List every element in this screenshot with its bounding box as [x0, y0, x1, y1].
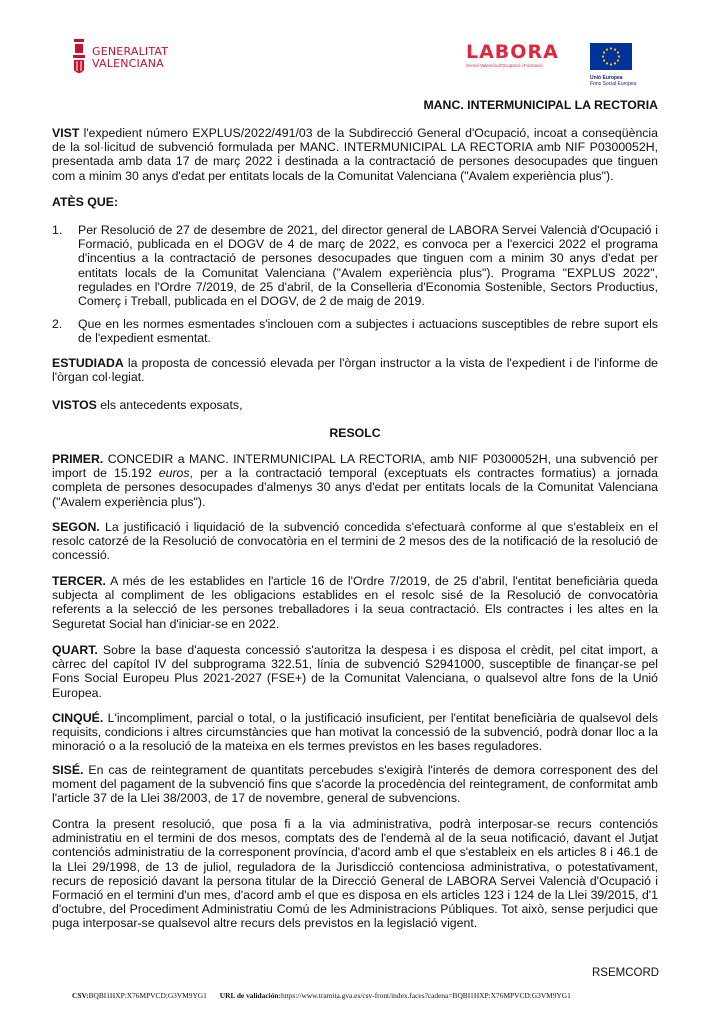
segon-text: La justificació i liquidació de la subvenció concedida s'efectuarà conforme al que s'estableix en el resolc catorzé de la Resolució de convocatòria en el termini de 2 mesos des de la notificació de la resolució de concessió.: [52, 520, 658, 563]
ates-item-text: Que en les normes esmentades s'inclouen com a subjectes i actuacions susceptibles de rebre suport els de l'expedient esmentat.: [78, 317, 658, 346]
primer-text-em: euros: [158, 466, 190, 481]
paragraph-recurs: [52, 817, 658, 931]
csv-value: BQBI1HXP:X76MPVCD:G3VM9YG1: [88, 991, 207, 1000]
url-label: URL de validación:: [219, 991, 281, 1000]
estudiada-lead: ESTUDIADA: [52, 356, 124, 370]
cinque-lead: CINQUÉ.: [52, 711, 104, 725]
vistos-text: els antecedents exposats,: [96, 398, 243, 412]
eu-caption-line1: Unió Europea: [590, 75, 623, 81]
estudiada-text: la proposta de concessió elevada per l'òrgan instructor a la vista de l'expedient i de l'informe de l'òrgan col·legiat.: [52, 356, 658, 385]
quart-lead: QUART.: [52, 643, 98, 657]
vist-text: l'expedient número EXPLUS/2022/491/03 de la Subdirecció General d'Ocupació, incoat a conseqüència de la sol·licitud de subvenció formulada per MANC. INTERMUNICIPAL LA RECTORIA amb NIF P0300052H, presentada amb data 17 de març 2022 i destinada a la contractació de persones desocupades que tinguen com a minim 30 anys d'edat per entitats locals de la Comunitat Valenciana ("Avalem experiència plus").: [52, 126, 658, 183]
vistos-lead: VISTOS: [52, 398, 97, 412]
document-code: RSEMCORD: [592, 967, 660, 979]
recurs-text: Contra la present resolució, que posa fi a la via administrativa, podrà interposar-se recurs contenciós administratiu en el termini de dos mesos, comptats des de l'endemà al de la seua notificació, davant el Jutjat contenciós administratiu de la corresponent província, d'acord amb el que s'estableix en els articles 8 i 46.1 de la Llei 29/1998, de 13 de juliol, reguladora de la Jurisdicció contenciosa administrativa, o potestativament, recurs de reposició davant la persona titular de la Direcció General de LABORA Servei Valencià d'Ocupació i Formació en el termini d'un mes, d'acord amb el que es disposa en els articles 123 i 124 de la Llei 39/2015, d'1 d'octubre, del Procediment Administratiu Comú de les Administracions Públiques. Tot això, sense perjudici que puga interposar-se qualsevol altre recurs dels previstos en la legislació vigent.: [52, 817, 658, 931]
gva-logo-line2: VALENCIANA: [92, 57, 164, 70]
ates-item-number: 2.: [52, 317, 63, 331]
paragraph-sise: [52, 763, 658, 806]
eu-logo: [590, 43, 637, 87]
primer-text-a: CONCEDIR a MANC. INTERMUNICIPAL LA RECTORIA, amb NIF P0300052H, una subvenció per import de 15.192: [52, 452, 658, 481]
paragraph-tercer: [52, 574, 658, 631]
ates-item-number: 1.: [52, 223, 63, 237]
paragraph-cinque: [52, 711, 658, 754]
ates-item-text: Per Resolució de 27 de desembre de 2021, del director general de LABORA Servei Valencià d'Ocupació i Formació, publicada en el DOGV de 4 de març de 2022, es convoca per a l'exercici 2022 el programa d'incentius a la contractació de persones desocupades que tinguen com a minim 30 anys d'edat per entitats locals de la Comunitat Valenciana ("Avalem experiència plus"). Programa "EXPLUS 2022", regulades en l'Ordre 7/2019, de 25 d'abril, de la Conselleria d'Economia Sostenible, Sectors Productius, Comerç i Treball, publicada en el DOGV, de 2 de maig de 2019.: [78, 223, 658, 309]
paragraph-estudiada: [52, 356, 658, 384]
paragraph-segon: [52, 520, 658, 563]
recipient-heading: MANC. INTERMUNICIPAL LA RECTORIA: [423, 98, 658, 112]
cinque-text: L'incompliment, parcial o total, o la justificació insuficient, per l'entitat beneficiària de qualsevol dels requisits, condicions i altres circumstàncies que han motivat la concessió de la subvenció, podrà donar lloc a la minoració o a la resolució de la mateixa en els termes previstos en les bases reguladores.: [52, 711, 658, 754]
paragraph-primer: [52, 452, 658, 509]
paragraph-quart: [52, 643, 658, 700]
csv-label: CSV:: [72, 991, 89, 1000]
tercer-text: A més de les establides en l'article 16 de l'Ordre 7/2019, de 25 d'abril, l'entitat beneficiària queda subjecta al compliment de les obligacions establides en el resolc sisé de la Resolució de convocatòria referents a la selecció de les persones treballadores i la seua contractació. Els contractes i les altes en la Seguretat Social han d'iniciar-se en 2022.: [52, 574, 658, 631]
labora-logo-subtitle: Servei Valencià d'Ocupació i Formació: [466, 63, 543, 68]
sise-text: En cas de reintegrament de quantitats percebudes s'exigirà l'interés de demora corresponent des del moment del pagament de la subvenció fins que s'acorde la procedència del reintegrament, de conformitat amb l'article 37 de la Llei 38/2003, de 17 de novembre, general de subvencions.: [52, 763, 658, 806]
validation-footer: [72, 991, 571, 1000]
labora-logo: [466, 42, 559, 68]
validation-url-link[interactable]: https://www.tramita.gva.es/csv-front/index.faces?cadena=BQBI1HXP:X76MPVCD:G3VM9YG1: [280, 991, 571, 1000]
gva-logo-line1: GENERALITAT: [92, 45, 169, 58]
quart-text: Sobre la base d'aquesta concessió s'autoritza la despesa i es disposa el crèdit, pel citat import, a càrrec del capítol IV del subprograma 322.51, línia de subvenció S2941000, susceptible de finançar-se pel Fons Social Europeu Plus 2021-2027 (FSE+) de la Comunitat Valenciana, o qualsevol altre fons de la Unió Europea.: [52, 643, 658, 700]
primer-text-b: , per a la contractació temporal (exceptuats els contractes formatius) a jornada completa de persones desocupades d'almenys 30 anys d'edat per entitats locals de la Comunitat Valenciana ("Avalem experiència plus").: [52, 466, 658, 509]
primer-lead: PRIMER.: [52, 452, 104, 466]
paragraph-vistos: [52, 398, 658, 412]
resolc-heading: RESOLC: [329, 426, 381, 440]
gva-emblem-icon: [72, 38, 86, 78]
sise-lead: SISÉ.: [52, 763, 84, 777]
labora-logo-name: LABORA: [466, 41, 559, 63]
tercer-lead: TERCER.: [52, 574, 106, 588]
eu-caption-line2: Fons Social Europeu: [590, 80, 637, 87]
segon-lead: SEGON.: [52, 520, 100, 534]
ates-heading: ATÈS QUE:: [52, 195, 119, 209]
vist-lead: VIST: [52, 126, 80, 140]
generalitat-valenciana-logo: [72, 38, 168, 78]
paragraph-vist: [52, 126, 658, 183]
eu-flag-icon: [590, 43, 632, 70]
